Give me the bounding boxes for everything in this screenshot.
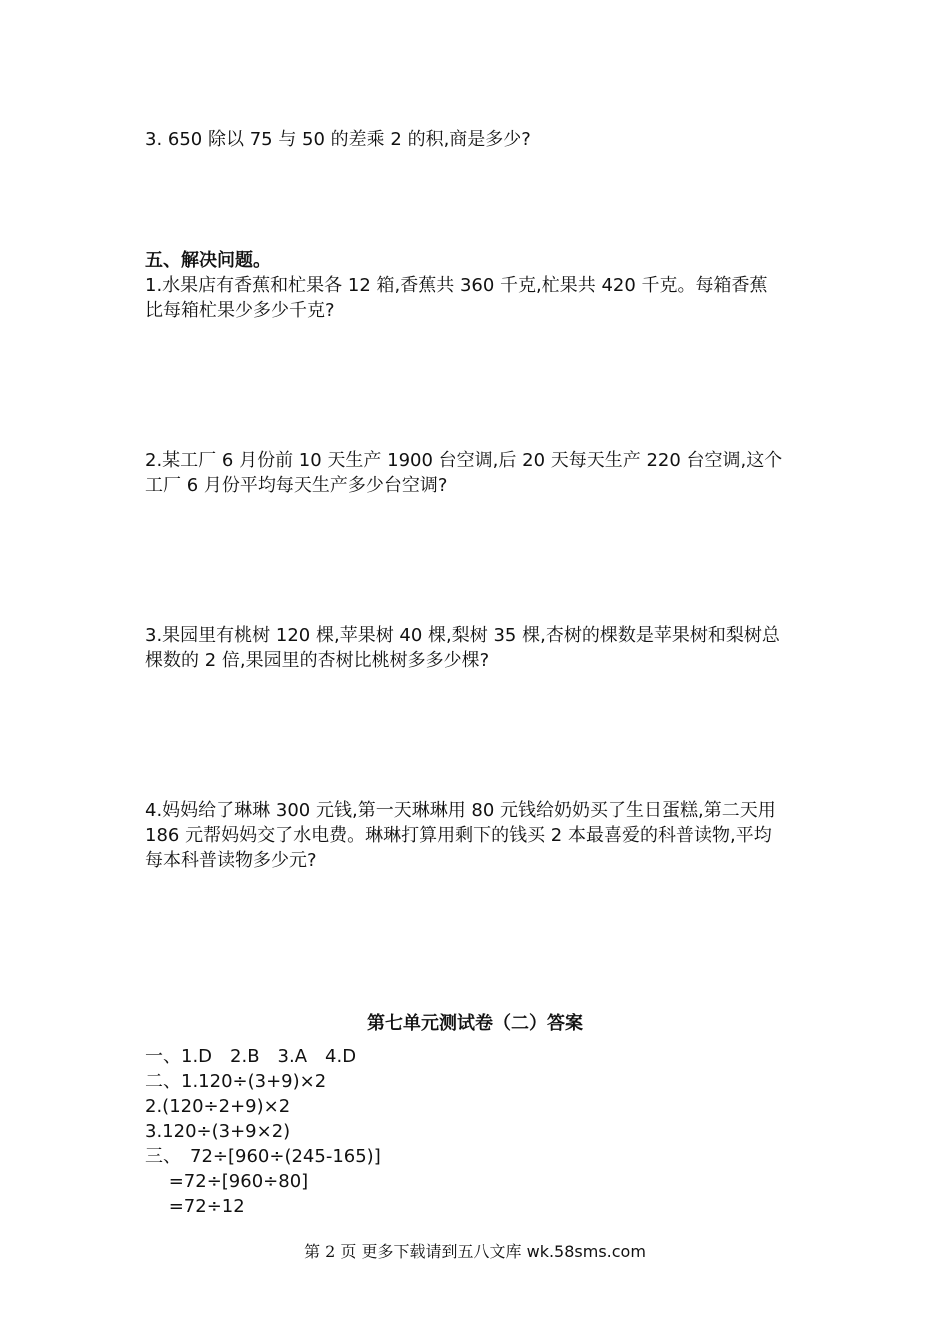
answer-line: =72÷[960÷80]	[145, 1171, 309, 1192]
problem-2-line-2: 工厂 6 月份平均每天生产多少台空调?	[145, 475, 448, 496]
answer-line: 2.(120÷2+9)×2	[145, 1096, 291, 1117]
problem-4-line-2: 186 元帮妈妈交了水电费。琳琳打算用剩下的钱买 2 本最喜爱的科普读物,平均	[145, 825, 772, 846]
section-5-heading: 五、解决问题。	[145, 250, 271, 271]
problem-4-line-3: 每本科普读物多少元?	[145, 850, 317, 871]
answer-line: 二、1.120÷(3+9)×2	[145, 1071, 327, 1092]
answers-title: 第七单元测试卷（二）答案	[367, 1013, 583, 1034]
problem-1-line-2: 比每箱杧果少多少千克?	[145, 300, 335, 321]
problem-3-line-2: 棵数的 2 倍,果园里的杏树比桃树多多少棵?	[145, 650, 490, 671]
footer-text: 第 2 页 更多下载请到五八文库	[304, 1242, 527, 1261]
footer-site-link[interactable]: wk.58sms.com	[526, 1242, 646, 1261]
problem-1-line-1: 1.水果店有香蕉和杧果各 12 箱,香蕉共 360 千克,杧果共 420 千克。每箱香蕉	[145, 275, 768, 296]
problem-3-line-1: 3.果园里有桃树 120 棵,苹果树 40 棵,梨树 35 棵,杏树的棵数是苹果树和梨树总	[145, 625, 780, 646]
answer-line: 三、 72÷[960÷(245-165)]	[145, 1146, 381, 1167]
answer-line: 一、1.D 2.B 3.A 4.D	[145, 1046, 357, 1067]
answer-line: =72÷12	[145, 1196, 245, 1217]
problem-4-line-1: 4.妈妈给了琳琳 300 元钱,第一天琳琳用 80 元钱给奶奶买了生日蛋糕,第二天用	[145, 800, 776, 821]
page-footer	[0, 1241, 950, 1263]
question-3-calculation: 3. 650 除以 75 与 50 的差乘 2 的积,商是多少?	[145, 129, 531, 150]
answer-line: 3.120÷(3+9×2)	[145, 1121, 291, 1142]
problem-2-line-1: 2.某工厂 6 月份前 10 天生产 1900 台空调,后 20 天每天生产 220 台空调,这个	[145, 450, 783, 471]
